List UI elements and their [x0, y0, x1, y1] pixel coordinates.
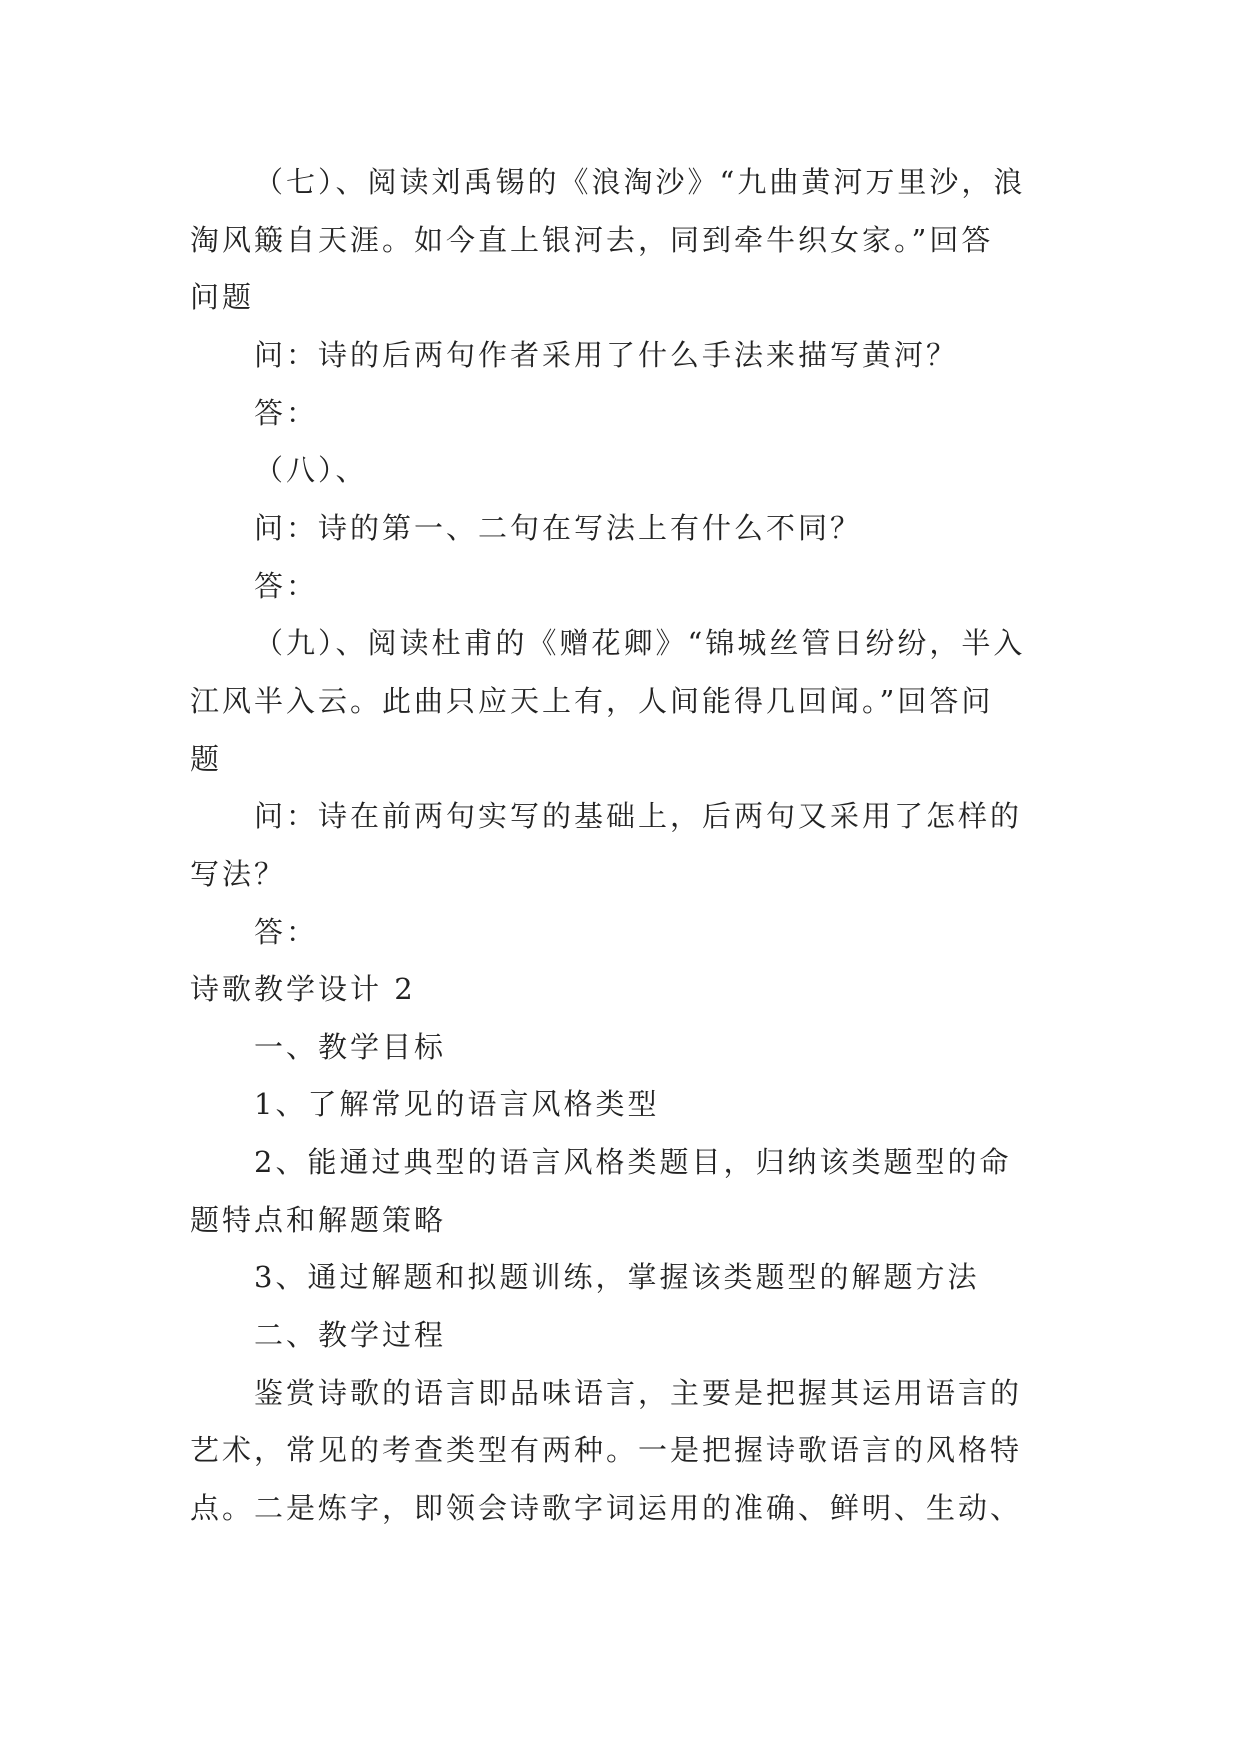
text-line: （九）、阅读杜甫的《赠花卿》“锦城丝管日纷纷，半入	[254, 626, 1026, 660]
text-line: 1、了解常见的语言风格类型	[254, 1087, 660, 1121]
text-line: （七）、阅读刘禹锡的《浪淘沙》“九曲黄河万里沙，浪	[254, 165, 1026, 199]
text-line: 艺术，常见的考查类型有两种。一是把握诗歌语言的风格特	[190, 1433, 1023, 1467]
text-line: 写法？	[190, 857, 287, 891]
text-line: 题	[190, 742, 223, 776]
text-line: 淘风簸自天涯。如今直上银河去，同到牵牛织女家。”回答	[190, 223, 994, 257]
text-line: 答：	[254, 915, 319, 949]
text-line: 江风半入云。此曲只应天上有，人间能得几回闻。”回答问	[190, 684, 994, 718]
section-title: 诗歌教学设计 2	[190, 972, 416, 1006]
text-line: 3、通过解题和拟题训练，掌握该类题型的解题方法	[254, 1260, 980, 1294]
text-line: 答：	[254, 569, 319, 603]
text-line: 题特点和解题策略	[190, 1203, 447, 1237]
text-line: 鉴赏诗歌的语言即品味语言，主要是把握其运用语言的	[254, 1376, 1023, 1410]
text-line: （八）、	[254, 453, 368, 487]
text-line: 问题	[190, 280, 255, 314]
heading: 一、教学目标	[254, 1030, 447, 1064]
text-line: 问：诗在前两句实写的基础上，后两句又采用了怎样的	[254, 799, 1023, 833]
heading: 二、教学过程	[254, 1318, 447, 1352]
text-line: 点。二是炼字，即领会诗歌字词运用的准确、鲜明、生动、	[190, 1491, 1023, 1525]
text-line: 问：诗的第一、二句在写法上有什么不同？	[254, 511, 863, 545]
text-line: 问：诗的后两句作者采用了什么手法来描写黄河？	[254, 338, 959, 372]
text-line: 答：	[254, 396, 319, 430]
text-line: 2、能通过典型的语言风格类题目，归纳该类题型的命	[254, 1145, 1012, 1179]
